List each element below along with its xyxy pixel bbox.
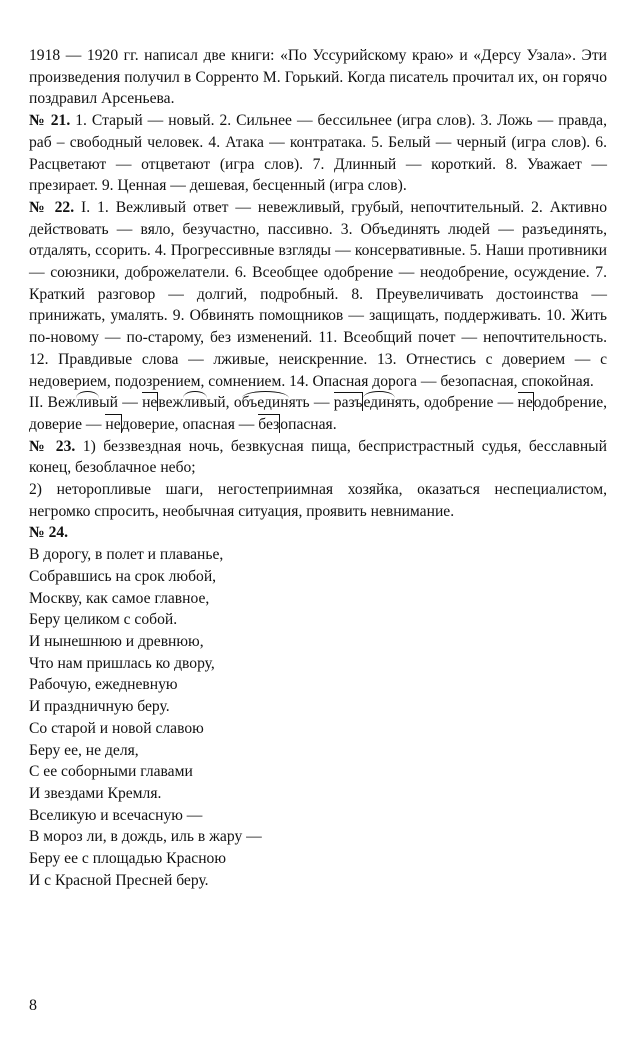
word-part: доверие <box>121 415 175 433</box>
exercise-number: № 22. <box>29 198 75 216</box>
paragraph-intro <box>29 45 607 110</box>
poem-line: Беру ее, не деля, <box>29 741 139 759</box>
word-part: ый, <box>206 394 234 412</box>
poem <box>29 544 607 891</box>
poem-line: В мороз ли, в дождь, иль в жару — <box>29 828 262 846</box>
word-part: , одобрение — <box>415 394 518 412</box>
paragraph-text: 1918 — 1920 гг. написал две книги: «По Уссурийскому краю» и «Дерсу Узала». Эти произведения получил в Сорренто М. Горький. Когда писатель прочитал их, он горячо поздравил Арсеньева. <box>29 47 607 108</box>
exercise-21 <box>29 110 607 197</box>
poem-line: Беру ее с площадью Красною <box>29 850 227 868</box>
root-mark: бъедин <box>241 394 289 412</box>
word-part: ять <box>288 394 310 412</box>
page-number: 8 <box>29 997 37 1014</box>
word-part: одобрение <box>533 394 604 412</box>
exercise-22 <box>29 197 607 392</box>
poem-line: Рабочую, ежедневную <box>29 676 178 694</box>
exercise-number: № 24. <box>29 524 69 542</box>
exercise-number: № 21. <box>29 112 71 130</box>
word-part: , опасная — <box>174 415 259 433</box>
poem-line: С ее соборными главами <box>29 763 193 781</box>
prefix-mark: без <box>258 415 280 433</box>
poem-line: Со старой и новой славою <box>29 719 204 737</box>
root-mark: лив <box>75 394 100 412</box>
word-part: ять <box>394 394 416 412</box>
word-part: ый <box>99 394 118 412</box>
word-part: опасная <box>280 415 333 433</box>
prefix-mark: не <box>105 415 121 433</box>
poem-line: И нынешнюю и древнюю, <box>29 632 204 650</box>
part-label: II. <box>29 394 48 412</box>
word-part: . <box>332 415 337 433</box>
poem-line: Что нам пришлась ко двору, <box>29 654 215 672</box>
page-content <box>29 45 607 891</box>
exercise-22-part2 <box>29 392 607 435</box>
poem-line: Вселикую и всечасную — <box>29 806 203 824</box>
dash: — <box>309 394 334 412</box>
exercise-text: 2) неторопливые шаги, негостеприимная хозяйка, оказаться неспециалистом, негромко спросить, необычная ситуация, проявить невнимание. <box>29 481 607 520</box>
prefix-mark: разъ <box>333 394 363 412</box>
poem-line: И звездами Кремля. <box>29 784 162 802</box>
poem-line: В дорогу, в полет и плаванье, <box>29 546 224 564</box>
word-part: Веж <box>47 394 76 412</box>
word-part: веж <box>158 394 184 412</box>
word-part: , доверие — <box>29 394 608 433</box>
root-mark: лив <box>183 394 207 412</box>
poem-line: Москву, как самое главное, <box>29 589 210 607</box>
word-part: о <box>233 394 242 412</box>
poem-line: И праздничную беру. <box>29 698 170 716</box>
dash: — <box>117 394 143 412</box>
poem-line: Беру целиком с собой. <box>29 611 178 629</box>
prefix-mark: не <box>142 394 158 412</box>
prefix-mark: не <box>517 394 533 412</box>
exercise-24 <box>29 522 607 544</box>
exercise-text: I. 1. Вежливый ответ — невежливый, грубый, непочтительный. 2. Активно действовать — вяло, безучастно, пассивно. 3. Объединять людей — разъединять, отдалять, ссорить. 4. Прогрессивные взгляды — консервативные. 5. Наши противники — союзники, доброжелатели. 6. Всеобщее одобрение — неодобрение, осуждение. 7. Краткий разговор — долгий, подробный. 8. Преувеличивать достоинства — принижать, умалять. 9. Обвинять помощников — защищать, поддерживать. 10. Жить по-новому — по-старому, без изменений. 11. Всеобщий почет — непочтительность. 12. Правдивые слова — лживые, неискренние. 13. Отнестись с доверием — с недоверием, подозрением, сомнением. 14. Опасная дорога — безопасная, спокойная. <box>29 198 607 390</box>
exercise-text: 1) беззвездная ночь, безвкусная пища, беспристрастный судья, бесславный конец, безоблачное небо; <box>29 437 608 477</box>
exercise-number: № 23. <box>29 437 76 455</box>
exercise-23 <box>29 436 607 479</box>
poem-line: И с Красной Пресней беру. <box>29 871 209 889</box>
exercise-text: 1. Старый — новый. 2. Сильнее — бессильнее (игра слов). 3. Ложь — правда, раб – свободный человек. 4. Атака — контратака. 5. Белый — черный (игра слов). 6. Расцветают — отцветают (игра слов). 7. Длинный — короткий. 8. Уважает — презирает. 9. Ценная — дешевая, бесценный (игра слов). <box>29 112 607 195</box>
poem-line: Собравшись на срок любой, <box>29 567 217 585</box>
exercise-23-part2 <box>29 479 607 522</box>
root-mark: един <box>363 394 395 412</box>
